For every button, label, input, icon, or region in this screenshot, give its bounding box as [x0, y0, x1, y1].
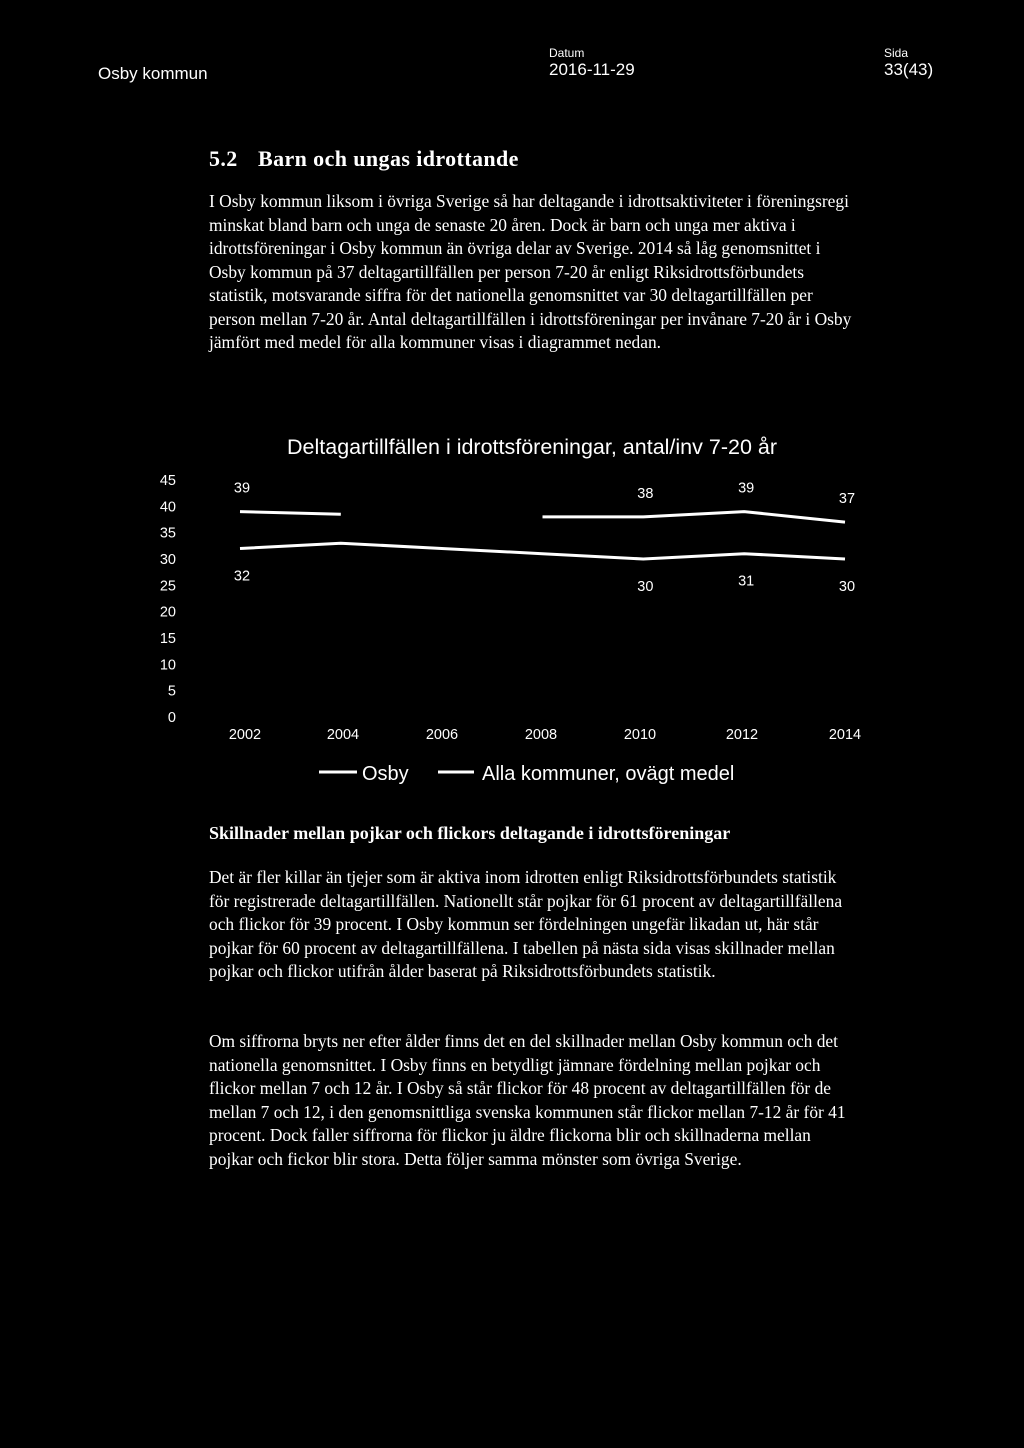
series-line-osby [240, 512, 341, 515]
x-axis-ticks [229, 727, 861, 743]
sub-heading: Skillnader mellan pojkar och flickors deltagande i idrottsföreningar [209, 823, 731, 843]
x-tick-label: 2008 [524, 727, 558, 743]
header-organization [98, 64, 208, 84]
organization-name: Osby kommun [98, 64, 208, 83]
x-tick-label: 2004 [326, 727, 360, 743]
data-label: 30 [838, 579, 856, 595]
y-tick-label: 30 [159, 552, 176, 568]
section-title-text: Barn och ungas idrottande [258, 146, 519, 171]
x-tick-label: 2010 [623, 727, 657, 743]
data-label: 39 [738, 480, 755, 497]
x-tick-label: 2012 [725, 727, 759, 743]
x-tick-label: 2006 [425, 727, 459, 743]
chart-legend [319, 763, 734, 785]
data-label: 32 [233, 568, 251, 585]
participation-line-chart [0, 420, 1024, 790]
page-label: Sida [884, 46, 909, 60]
y-tick-label: 0 [167, 710, 176, 726]
section-title [209, 146, 519, 172]
legend-label-osby: Osby [362, 763, 409, 785]
y-tick-label: 45 [159, 473, 176, 489]
y-tick-label: 40 [159, 499, 176, 516]
y-tick-label: 10 [159, 657, 176, 674]
section-number: 5.2 [209, 146, 238, 171]
series-lines [240, 512, 845, 559]
x-tick-label: 2014 [828, 727, 862, 743]
header-page [884, 46, 933, 80]
date-label: Datum [549, 46, 585, 60]
data-label: 38 [637, 485, 654, 502]
date-value: 2016-11-29 [549, 60, 635, 79]
data-label: 31 [738, 573, 755, 590]
series-line-alla-kommuner [240, 543, 845, 559]
y-axis-ticks [160, 473, 176, 726]
page-number: 33(43) [884, 60, 934, 79]
y-tick-label: 5 [167, 683, 176, 700]
data-labels [234, 481, 855, 595]
x-tick-label: 2002 [228, 727, 262, 743]
data-label: 30 [637, 579, 654, 595]
header-date [549, 46, 635, 80]
intro-paragraph: I Osby kommun liksom i övriga Sverige så har deltagande i idrottsaktiviteter i föreningsregi minskat bland barn och unga de senaste 20 åren. Dock är barn och unga mer aktiva i idrottsföreningar i Osby kommun än övriga delar av Sverige. 2014 så låg genomsnittet i Osby kommun på 37 deltagartillfällen per person 7-20 år enligt Riksidrottsförbundets statistik, motsvarande siffra för det nationella genomsnittet var 30 deltagartillfällen per person mellan 7-20 år. Antal deltagartillfällen i idrottsföreningar per invånare 7-20 år i Osby jämfört med medel för alla kommuner visas i diagrammet nedan. [209, 191, 852, 352]
series-line-osby [543, 512, 846, 522]
y-tick-label: 35 [159, 525, 176, 542]
data-label: 39 [233, 480, 251, 497]
gender-paragraph-2: Om siffrorna bryts ner efter ålder finns det en del skillnader mellan Osby kommun och det nationella genomsnittet. I Osby finns en betydligt jämnare fördelning mellan pojkar och flickor mellan 7 och 12 år. I Osby så står flickor för 48 procent av deltagartillfällen för de mellan 7 och 12, i den genomsnittliga svenska kommunen står flickor mellan 7-12 år för 41 procent. Dock faller siffrorna för flickor ju äldre flickorna blir och skillnaderna mellan pojkar och fickor blir stora. Detta följer samma mönster som övriga Sverige. [209, 1031, 846, 1169]
y-tick-label: 20 [159, 604, 176, 621]
data-label: 37 [838, 491, 856, 508]
chart-title: Deltagartillfällen i idrottsföreningar, antal/inv 7-20 år [287, 435, 777, 459]
y-tick-label: 25 [159, 578, 176, 595]
y-tick-label: 15 [159, 631, 176, 647]
gender-paragraph-1: Det är fler killar än tjejer som är aktiva inom idrotten enligt Riksidrottsförbundets statistik för registrerade deltagartillfällen. Nationellt står pojkar för 61 procent av deltagartillfällena och flickor för 39 procent. I Osby kommun ser fördelningen ungefär likadan ut, här står pojkar för 60 procent av deltagartillfällena. I tabellen på nästa sida visas skillnader mellan pojkar och flickor utifrån ålder baserat på Riksidrottsförbundets statistik. [209, 867, 843, 981]
legend-label-alla-kommuner: Alla kommuner, ovägt medel [482, 763, 735, 785]
